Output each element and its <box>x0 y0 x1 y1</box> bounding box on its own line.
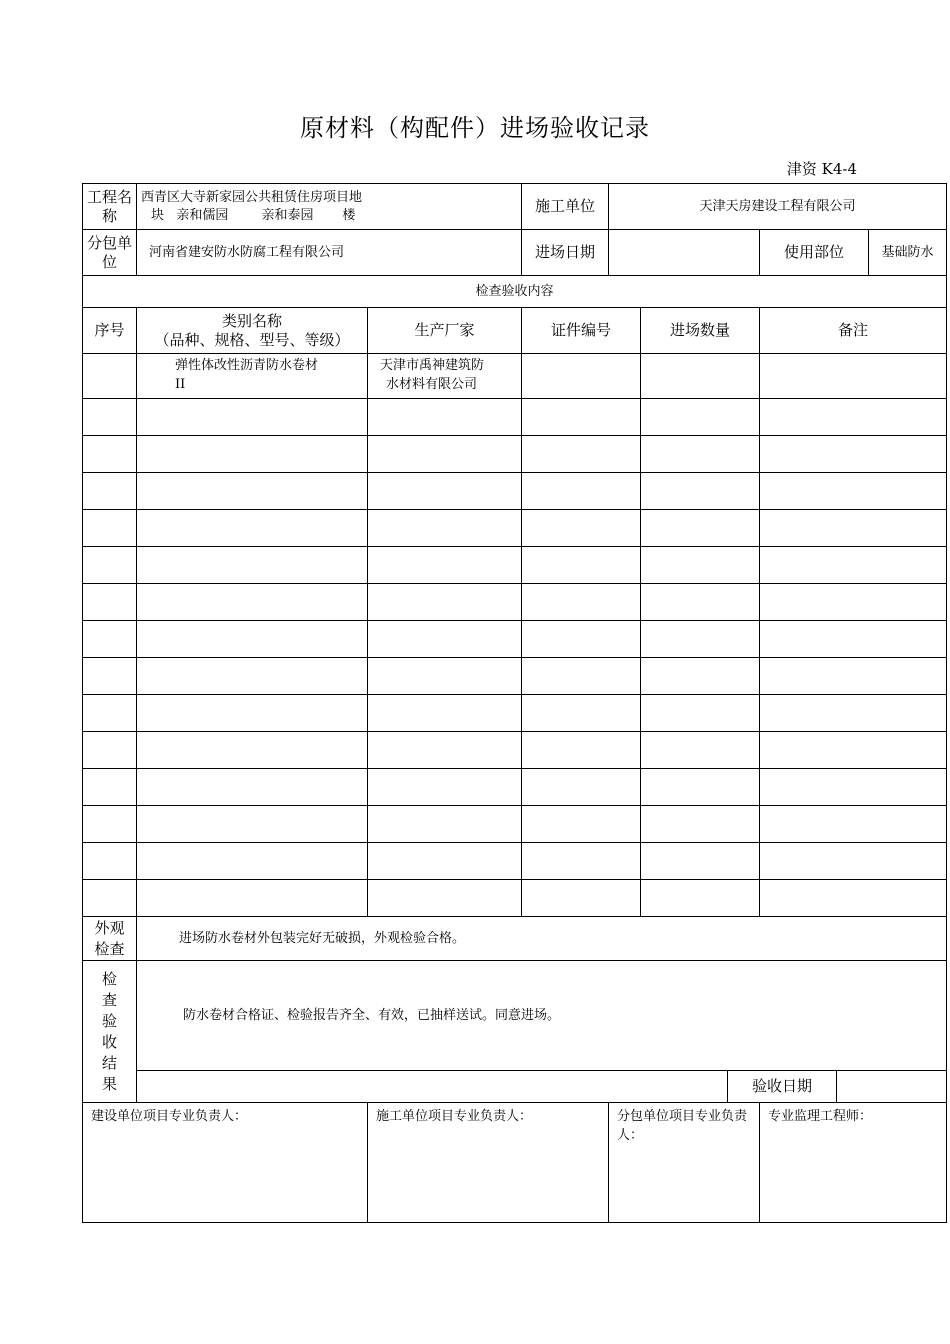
usage-part-value[interactable]: 基础防水 <box>869 230 947 276</box>
inspection-form <box>82 183 947 1223</box>
row-manufacturer[interactable] <box>368 399 522 436</box>
table-row <box>83 547 947 584</box>
row-quantity[interactable] <box>641 769 760 806</box>
row-remarks[interactable] <box>760 436 947 473</box>
contractor-value[interactable]: 天津天房建设工程有限公司 <box>609 184 947 230</box>
col-manufacturer: 生产厂家 <box>368 308 522 354</box>
form-code: 津资 K4-4 <box>786 160 857 178</box>
row-category[interactable] <box>137 880 368 917</box>
row-seq[interactable] <box>83 880 137 917</box>
row-quantity[interactable] <box>641 880 760 917</box>
row-manufacturer[interactable] <box>368 436 522 473</box>
row-remarks[interactable] <box>760 584 947 621</box>
table-row <box>83 806 947 843</box>
row-quantity[interactable] <box>641 621 760 658</box>
project-name-label: 工程名称 <box>83 184 137 230</box>
row-seq[interactable] <box>83 658 137 695</box>
row-manufacturer[interactable] <box>368 843 522 880</box>
row-cert-no[interactable] <box>522 547 641 584</box>
subcontractor-label: 分包单位 <box>83 230 137 276</box>
row-category[interactable] <box>137 436 368 473</box>
row-category[interactable] <box>137 547 368 584</box>
result-text[interactable]: 防水卷材合格证、检验报告齐全、有效，已抽样送试。同意进场。 <box>137 961 947 1071</box>
row-remarks[interactable] <box>760 658 947 695</box>
row-cert-no[interactable] <box>522 621 641 658</box>
table-row <box>83 473 947 510</box>
row-manufacturer[interactable] <box>368 510 522 547</box>
row-manufacturer[interactable] <box>368 695 522 732</box>
row-remarks[interactable] <box>760 510 947 547</box>
row-category[interactable] <box>137 621 368 658</box>
row-cert-no[interactable] <box>522 843 641 880</box>
row-cert-no[interactable] <box>522 769 641 806</box>
row-remarks[interactable] <box>760 732 947 769</box>
row-cert-no[interactable] <box>522 473 641 510</box>
table-row <box>83 769 947 806</box>
row-cert-no[interactable] <box>522 658 641 695</box>
row-seq[interactable] <box>83 584 137 621</box>
row-manufacturer[interactable]: 天津市禹神建筑防 水材料有限公司 <box>368 354 522 399</box>
row-category[interactable] <box>137 473 368 510</box>
row-seq[interactable] <box>83 436 137 473</box>
row-quantity[interactable] <box>641 732 760 769</box>
row-remarks[interactable] <box>760 806 947 843</box>
table-row <box>83 658 947 695</box>
row-category[interactable] <box>137 732 368 769</box>
row-remarks[interactable] <box>760 843 947 880</box>
result-label <box>83 961 137 1103</box>
row-seq[interactable] <box>83 769 137 806</box>
row-remarks[interactable] <box>760 547 947 584</box>
row-seq[interactable] <box>83 547 137 584</box>
row-remarks[interactable] <box>760 621 947 658</box>
row-cert-no[interactable] <box>522 695 641 732</box>
row-cert-no[interactable] <box>522 510 641 547</box>
row-category[interactable] <box>137 510 368 547</box>
contractor-signature[interactable]: 施工单位项目专业负责人： <box>368 1103 609 1223</box>
row-quantity[interactable] <box>641 806 760 843</box>
supervisor-signature[interactable]: 专业监理工程师： <box>760 1103 947 1223</box>
row-category[interactable]: 弹性体改性沥青防水卷材 II <box>137 354 368 399</box>
row-remarks[interactable] <box>760 473 947 510</box>
row-manufacturer[interactable] <box>368 806 522 843</box>
col-quantity: 进场数量 <box>641 308 760 354</box>
table-row <box>83 695 947 732</box>
entry-date-value[interactable] <box>609 230 760 276</box>
row-category[interactable] <box>137 769 368 806</box>
row-category[interactable] <box>137 399 368 436</box>
row-quantity[interactable] <box>641 399 760 436</box>
appearance-label: 外观 检查 <box>83 917 137 961</box>
row-manufacturer[interactable] <box>368 769 522 806</box>
row-seq[interactable] <box>83 399 137 436</box>
row-category[interactable] <box>137 658 368 695</box>
row-category[interactable] <box>137 806 368 843</box>
row-seq[interactable] <box>83 732 137 769</box>
result-spacer <box>137 1071 728 1103</box>
empty-rows <box>83 399 947 917</box>
row-seq[interactable] <box>83 621 137 658</box>
row-category[interactable] <box>137 584 368 621</box>
row-remarks[interactable] <box>760 880 947 917</box>
row-remarks[interactable] <box>760 769 947 806</box>
table-row <box>83 510 947 547</box>
subcontractor-value[interactable]: 河南省建安防水防腐工程有限公司 <box>137 230 522 276</box>
subcontractor-signature[interactable]: 分包单位项目专业负责人： <box>609 1103 760 1223</box>
result-label-char: 查 <box>101 990 117 1009</box>
row-quantity[interactable] <box>641 843 760 880</box>
row-quantity[interactable] <box>641 436 760 473</box>
row-seq[interactable] <box>83 354 137 399</box>
col-seq: 序号 <box>83 308 137 354</box>
row-remarks[interactable] <box>760 695 947 732</box>
row-cert-no[interactable] <box>522 354 641 399</box>
row-quantity[interactable] <box>641 510 760 547</box>
result-label-char: 结 <box>101 1053 117 1072</box>
table-row <box>83 584 947 621</box>
row-quantity[interactable] <box>641 584 760 621</box>
row-quantity[interactable] <box>641 695 760 732</box>
row-quantity[interactable] <box>641 354 760 399</box>
row-quantity[interactable] <box>641 473 760 510</box>
table-row <box>83 354 947 399</box>
row-quantity[interactable] <box>641 658 760 695</box>
result-label-char: 验 <box>101 1011 117 1030</box>
row-cert-no[interactable] <box>522 732 641 769</box>
row-category[interactable] <box>137 843 368 880</box>
row-cert-no[interactable] <box>522 399 641 436</box>
table-row <box>83 732 947 769</box>
row-remarks[interactable] <box>760 399 947 436</box>
row-cert-no[interactable] <box>522 880 641 917</box>
row-seq[interactable] <box>83 510 137 547</box>
row-cert-no[interactable] <box>522 584 641 621</box>
table-row <box>83 880 947 917</box>
result-label-char: 检 <box>101 969 117 988</box>
row-manufacturer[interactable] <box>368 473 522 510</box>
row-manufacturer[interactable] <box>368 732 522 769</box>
table-row <box>83 436 947 473</box>
contractor-label: 施工单位 <box>522 184 609 230</box>
col-remarks: 备注 <box>760 308 947 354</box>
row-manufacturer[interactable] <box>368 658 522 695</box>
row-cert-no[interactable] <box>522 436 641 473</box>
row-seq[interactable] <box>83 473 137 510</box>
project-name-value[interactable]: 西青区大寺新家园公共租赁住房项目地 块 亲和儒园 亲和泰园 楼 <box>137 184 522 230</box>
table-row <box>83 621 947 658</box>
result-date-value[interactable] <box>837 1071 947 1103</box>
result-label-char: 收 <box>101 1032 117 1051</box>
col-cert-no: 证件编号 <box>522 308 641 354</box>
table-row <box>83 843 947 880</box>
owner-signature[interactable]: 建设单位项目专业负责人： <box>83 1103 368 1223</box>
row-quantity[interactable] <box>641 547 760 584</box>
page-title: 原材料（构配件）进场验收记录 <box>300 114 650 142</box>
row-cert-no[interactable] <box>522 806 641 843</box>
col-category: 类别名称 （品种、规格、型号、等级） <box>137 308 368 354</box>
row-seq[interactable] <box>83 695 137 732</box>
inspection-section-label: 检查验收内容 <box>83 276 947 308</box>
entry-date-label: 进场日期 <box>522 230 609 276</box>
usage-part-label: 使用部位 <box>760 230 869 276</box>
row-remarks[interactable] <box>760 354 947 399</box>
row-manufacturer[interactable] <box>368 584 522 621</box>
appearance-text[interactable]: 进场防水卷材外包装完好无破损，外观检验合格。 <box>137 917 947 961</box>
result-date-label: 验收日期 <box>728 1071 837 1103</box>
row-manufacturer[interactable] <box>368 880 522 917</box>
row-seq[interactable] <box>83 806 137 843</box>
row-category[interactable] <box>137 695 368 732</box>
row-manufacturer[interactable] <box>368 621 522 658</box>
table-row <box>83 399 947 436</box>
row-seq[interactable] <box>83 843 137 880</box>
row-manufacturer[interactable] <box>368 547 522 584</box>
result-label-char: 果 <box>101 1074 117 1093</box>
